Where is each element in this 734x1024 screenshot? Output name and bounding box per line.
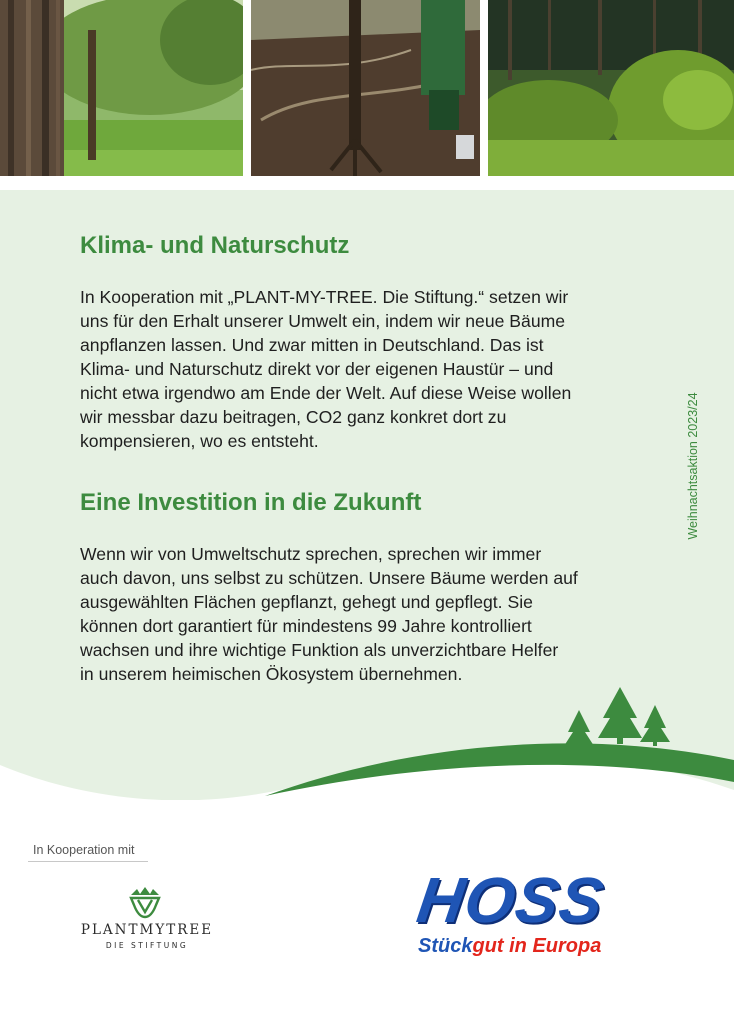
text-line: Wenn wir von Umweltschutz sprechen, sprechen wir immer: [80, 544, 542, 564]
paragraph-investition-zukunft: [80, 542, 680, 686]
hoss-tagline-part2: gut in Europa: [472, 935, 602, 957]
photo-young-forest: [488, 0, 734, 176]
text-line: uns für den Erhalt unserer Umwelt ein, indem wir neue Bäume: [80, 311, 566, 331]
hoss-logo-tagline: [418, 935, 601, 958]
text-line: anpflanzen lassen. Und zwar mitten in Deutschland. Das ist: [80, 335, 544, 355]
text-line: in unserem heimischen Ökosystem übernehmen.: [80, 664, 463, 684]
hoss-logo-name: HOSS: [412, 864, 609, 936]
text-line: können dort garantiert für mindestens 99 Jahre kontrolliert: [80, 616, 532, 636]
plantmytree-logo-subtitle: DIE STIFTUNG: [105, 941, 189, 950]
hoss-tagline-part1: Stück: [418, 935, 473, 957]
text-line: Klima- und Naturschutz direkt vor der eigenen Haustür – und: [80, 359, 554, 379]
text-line: wachsen und ihre wichtige Funktion als unverzichtbare Helfer: [80, 640, 559, 660]
photo-tree-bark-park: [0, 0, 243, 176]
text-line: wir messbar dazu beitragen, CO2 ganz konkret dort zu: [80, 407, 507, 427]
heading-investition-zukunft: Eine Investition in die Zukunft: [80, 489, 422, 516]
paragraph-klima-naturschutz: [80, 285, 680, 453]
plantmytree-logo-icon: [127, 887, 163, 919]
plantmytree-logo-name: PLANTMYTREE: [80, 922, 214, 938]
sidebar-campaign-label: Weihnachtsaktion 2023/24: [686, 392, 700, 540]
divider: [28, 861, 148, 862]
heading-klima-naturschutz: Klima- und Naturschutz: [80, 232, 350, 259]
text-line: kompensieren, wo es entsteht.: [80, 431, 319, 451]
text-line: ausgewählten Flächen gepflanzt, gehegt und gepflegt. Sie: [80, 592, 533, 612]
text-line: nicht etwa irgendwo am Ende der Welt. Auf diese Weise wollen: [80, 383, 572, 403]
cooperation-label: In Kooperation mit: [33, 843, 135, 857]
text-line: In Kooperation mit „PLANT-MY-TREE. Die Stiftung.“ setzen wir: [80, 287, 569, 307]
photo-strip: [0, 0, 734, 176]
photo-planting-tree: [251, 0, 480, 176]
text-line: auch davon, uns selbst zu schützen. Unsere Bäume werden auf: [80, 568, 578, 588]
